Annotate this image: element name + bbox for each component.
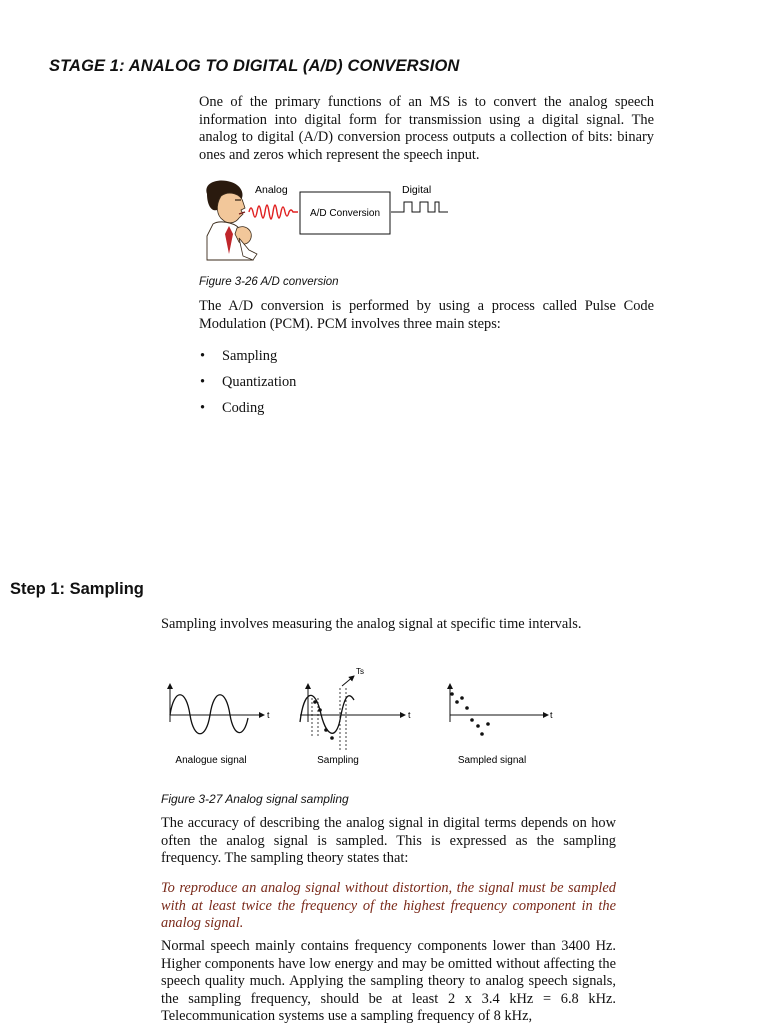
- bullet-icon: •: [200, 348, 206, 364]
- analogue-signal-panel: [170, 684, 270, 766]
- digital-pulse-wave: [391, 202, 448, 212]
- axis-label-t: t: [550, 710, 553, 720]
- digital-label: Digital: [402, 184, 432, 196]
- sampling-theory-quote: To reproduce an analog signal without distortion, the signal must be sampled with at least twice the frequency of the highest frequency component in the analog signal.: [161, 880, 616, 932]
- sampling-paragraph: Sampling involves measuring the analog signal at specific time intervals.: [161, 616, 582, 632]
- intro-paragraph: One of the primary functions of an MS is to convert the analog speech information into digital form for transmission using a digital signal. The analog to digital (A/D) conversion process outputs a collection of bits: binary ones and zeros which represent the speech input.: [199, 94, 654, 163]
- analog-label: Analog: [255, 184, 288, 196]
- ad-conversion-box-label: A/D Conversion: [309, 208, 381, 219]
- accuracy-paragraph: The accuracy of describing the analog signal in digital terms depends on how often the analog signal is sampled. This is expressed as the sampling frequency. The sampling theory states that:: [161, 815, 616, 867]
- analogue-signal-label: Analogue signal: [175, 755, 247, 766]
- speaking-man-illustration: [206, 181, 257, 261]
- axis-label-t: t: [267, 710, 270, 720]
- stage-heading: STAGE 1: ANALOG TO DIGITAL (A/D) CONVERSION: [49, 57, 460, 75]
- sampling-period-label: Ts: [356, 667, 364, 676]
- step1-heading: Step 1: Sampling: [10, 580, 144, 598]
- bullet-icon: •: [200, 400, 206, 416]
- pcm-step-label: Sampling: [222, 348, 278, 364]
- ad-conversion-figure: [199, 176, 459, 266]
- pcm-step-label: Coding: [222, 400, 265, 416]
- list-item: [199, 348, 296, 374]
- sampling-panel: [300, 667, 411, 766]
- figure-26-caption: Figure 3-26 A/D conversion: [199, 276, 339, 288]
- axis-label-t: t: [408, 710, 411, 720]
- list-item: [199, 374, 296, 400]
- normal-speech-paragraph: Normal speech mainly contains frequency components lower than 3400 Hz. Higher components have low energy and may be omitted without affecting the speech quality much. Applying the sampling theory to analog speech signals, the sampling frequency, should be at least 2 x 3.4 kHz = 6.8 kHz. Telecommunication systems use a sampling frequency of 8 kHz,: [161, 938, 616, 1025]
- sampled-signal-panel: [450, 684, 553, 766]
- sampling-label: Sampling: [317, 755, 359, 766]
- list-item: [199, 400, 296, 426]
- pcm-paragraph: The A/D conversion is performed by using a process called Pulse Code Modulation (PCM). PCM involves three main steps:: [199, 298, 654, 332]
- pcm-steps-list: [199, 348, 296, 426]
- pcm-step-label: Quantization: [222, 374, 297, 390]
- figure-27-caption: Figure 3-27 Analog signal sampling: [161, 792, 349, 806]
- analog-wave: [249, 205, 298, 219]
- bullet-icon: •: [200, 374, 206, 390]
- sampled-signal-label: Sampled signal: [457, 755, 527, 766]
- sampling-figure: [160, 660, 560, 770]
- analogue-wave: [170, 695, 248, 734]
